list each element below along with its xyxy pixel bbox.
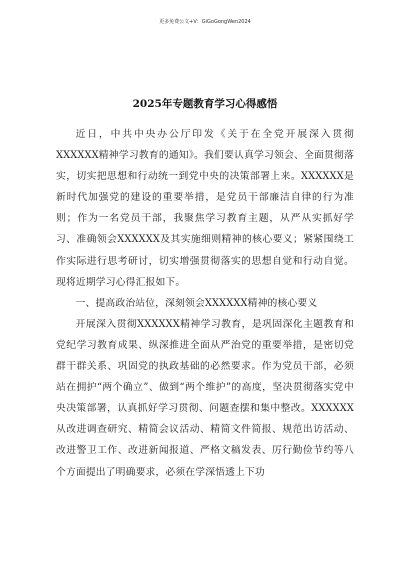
document-title: 2025年专题教育学习心得感悟 [132, 98, 278, 110]
section-heading: 一、提高政治站位，深刻领会XXXXXX精神的核心要义 [75, 297, 318, 309]
document-body [56, 124, 354, 483]
paragraph-section-1: 开展深入贯彻XXXXXX精神学习教育，是巩固深化主题教育和党纪学习教育成果、纵深推进全面从严治党的重要举措，是密切党群干群关系、巩固党的执政基础的必然要求。作为党员干部，必须站在拥护“两个确立”、做到“两个维护”的高度，坚决贯彻落实党中央决策部署，认真抓好学习贯彻、问题查摆和集中整改。XXXXXX从改进调查研究、精简会议活动、精简文件简报、规范出访活动、改进警卫工作、改进新闻报道、严格文稿发表、厉行勤俭节约等八个方面提出了明确要求，必须在学深悟透上下功 [56, 318, 354, 478]
page-header: 更多免费公文+V：GiGoGongWen2024 [159, 19, 251, 25]
paragraph-intro: 近日，中共中央办公厅印发《关于在全党开展深入贯彻XXXXXX精神学习教育的通知》。我们要认真学习领会、全面贯彻落实，切实把思想和行动统一到党中央的决策部署上来。XXXXXX是新时代加强党的建设的重要举措，是党员干部廉洁自律的行为准则；作为一名党员干部，我聚焦学习教育主题，从严从实抓好学习、准确领会XXXXXX及其实施细则精神的核心要义；紧紧围绕工作实际进行思考研讨，切实增强贯彻落实的思想自觉和行动自觉。现将近期学习心得汇报如下。 [56, 129, 354, 288]
